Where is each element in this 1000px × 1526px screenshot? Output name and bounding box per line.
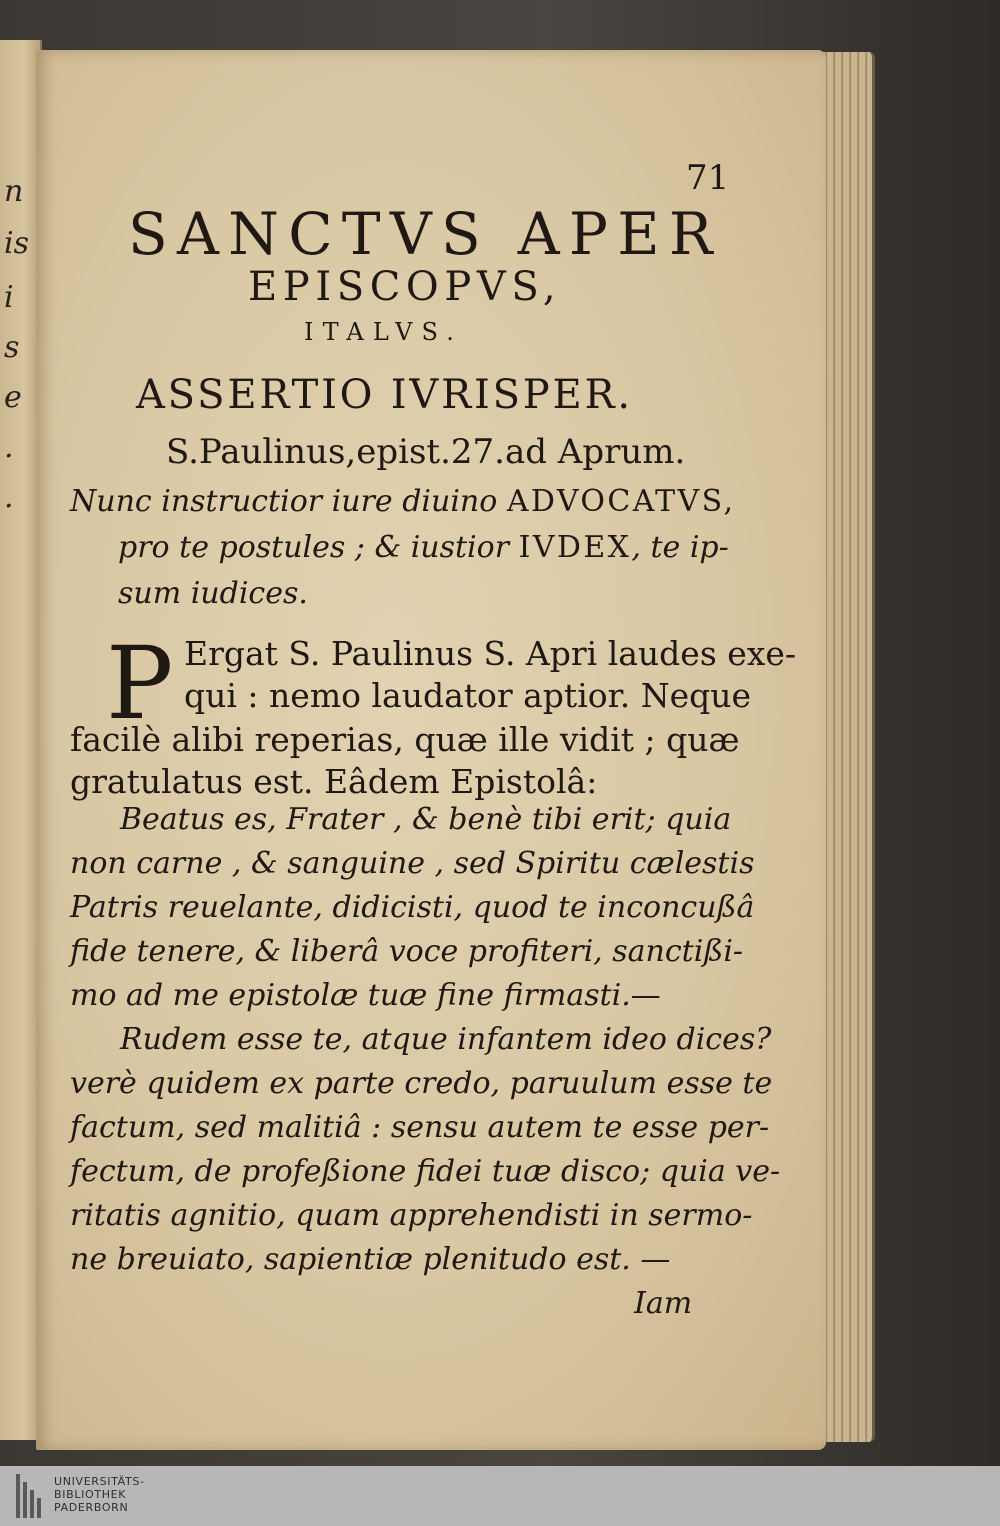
title-line-3: ITALVS. (304, 318, 463, 346)
quote-smallcaps: IVDEX (518, 530, 632, 565)
quote-text: Nunc instructior iure diuino (70, 484, 507, 519)
quote-line-3: sum iudices. (118, 576, 308, 611)
title-line-2: EPISCOPVS, (248, 264, 562, 310)
library-name-line-2: BIBLIOTHEK (54, 1488, 127, 1501)
quote-text: pro te postules ; & iustior (118, 530, 519, 565)
left-margin-fragment: s (4, 330, 20, 365)
quote-line-1 (70, 484, 735, 519)
library-name-line-3: PADERBORN (54, 1501, 129, 1514)
body-line-4: gratulatus est. Eâdem Epistolâ: (70, 762, 598, 801)
italic-line-8: factum, sed malitiâ : sensu autem te esse per- (70, 1110, 770, 1145)
left-margin-fragment: e (4, 380, 22, 415)
library-footer (0, 1466, 1000, 1526)
italic-line-4: fide tenere, & liberâ voce profiteri, sanctißi- (70, 934, 744, 969)
title-line-1: SANCTVS APER (128, 200, 722, 268)
body-line-1: Ergat S. Paulinus S. Apri laudes exe- (184, 634, 797, 673)
italic-line-3: Patris reuelante, didicisti, quod te inconcußâ (70, 890, 755, 925)
source-citation: S.Paulinus,epist.27.ad Aprum. (166, 432, 686, 472)
left-margin-fragment: . (4, 480, 14, 515)
library-name-line-1: UNIVERSITÄTS- (54, 1475, 145, 1488)
catchword: Iam (634, 1286, 693, 1321)
italic-line-10: ritatis agnitio, quam apprehendisti in sermo- (70, 1198, 753, 1233)
italic-line-9: fectum, de profeßione fidei tuæ disco; quia ve- (70, 1154, 781, 1189)
library-name (54, 1475, 145, 1514)
book-page (36, 50, 826, 1450)
page-number: 71 (686, 158, 730, 198)
quote-text: , te ip- (631, 530, 729, 565)
left-margin-fragment: is (4, 226, 29, 261)
left-margin-fragment: n (4, 174, 24, 209)
italic-line-7: verè quidem ex parte credo, paruulum esse te (70, 1066, 773, 1101)
quote-line-2 (118, 530, 729, 565)
body-line-2: qui : nemo laudator aptior. Neque (184, 676, 752, 715)
body-line-3: facilè alibi reperias, quæ ille vidit ; quæ (70, 720, 740, 759)
drop-cap: P (106, 625, 174, 742)
italic-line-6: Rudem esse te, atque infantem ideo dices? (120, 1022, 772, 1057)
left-margin-fragment: . (4, 430, 14, 465)
italic-line-5: mo ad me epistolæ tuæ fine firmasti.— (70, 978, 661, 1013)
left-margin-fragment: i (4, 280, 14, 315)
italic-line-2: non carne , & sanguine , sed Spiritu cælestis (70, 846, 755, 881)
section-heading: ASSERTIO IVRISPER. (136, 372, 633, 418)
quote-smallcaps: ADVOCATVS, (506, 484, 736, 519)
italic-line-11: ne breuiato, sapientiæ plenitudo est. — (70, 1242, 671, 1277)
italic-line-1: Beatus es, Frater , & benè tibi erit; quia (120, 802, 732, 837)
library-logo-icon (16, 1474, 46, 1518)
